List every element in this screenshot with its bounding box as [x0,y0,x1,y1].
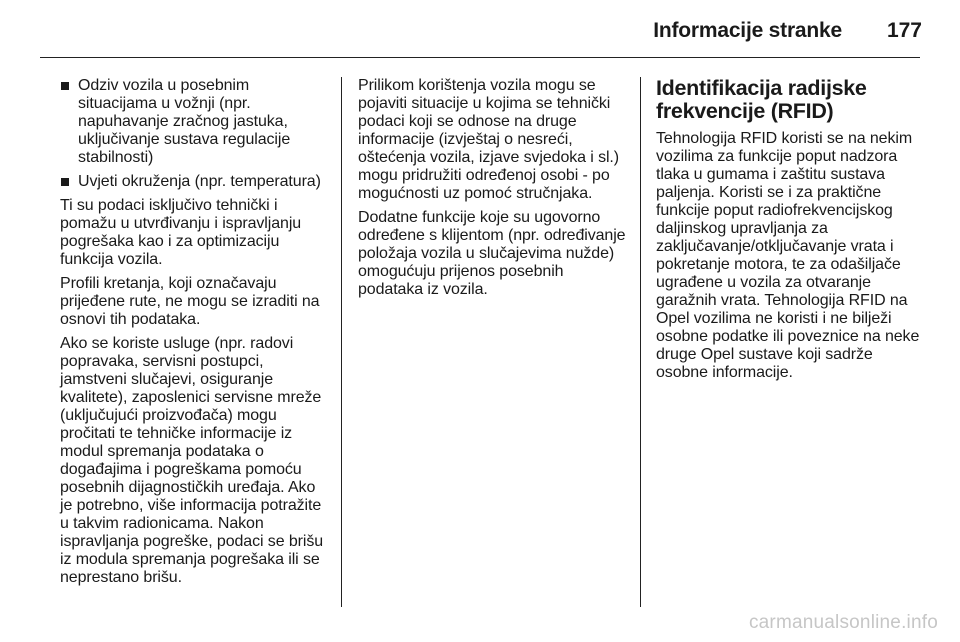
square-bullet-icon [61,82,69,90]
body-paragraph: Profili kretanja, koji označavaju prijeđene rute, ne mogu se izraditi na osnovi tih podataka. [60,275,320,328]
bullet-item [60,77,330,167]
page-number: 177 [886,19,922,42]
text-column-3 [656,77,924,388]
header-divider [40,57,920,58]
bullet-item [60,173,330,191]
text-column-1 [60,77,330,593]
body-paragraph: Prilikom korištenja vozila mogu se pojaviti situacije u kojima se tehnički podaci koji se odnose na druge informacije (izvještaj o nesreći, oštećenja vozila, izjave svjedoka i sl.) mogu pridružiti određenoj osobi - po mogućnosti uz pomoć stručnjaka. [358,77,620,202]
body-paragraph: Ako se koriste usluge (npr. radovi popravaka, servisni postupci, jamstveni slučajevi, osiguranje kvalitete), zaposlenici servisne mreže (uključujući proizvođača) mogu pročitati te tehničke informacije iz modul spremanja podataka o događajima i pogreškama pomoću posebnih dijagnostičkih uređaja. Ako je potrebno, više informacija potražite u takvim radionicama. Nakon ispravljanja pogreške, podaci se brišu iz modula spremanja pogrešaka ili se neprestano brišu. [60,335,324,586]
bullet-text: Uvjeti okruženja (npr. temperatura) [78,173,321,190]
body-paragraph: Tehnologija RFID koristi se na nekim vozilima za funkcije poput nadzora tlaka u gumama i zaštitu sustava paljenja. Koristi se i za praktične funkcije poput radiofrekvencijskog daljinskog upravljanja za zaključavanje/otključavanje vrata i pokretanje motora, te za odašiljače ugrađene u vozila za otvaranje garažnih vrata. Tehnologija RFID na Opel vozilima ne koristi i ne bilježi osobne podatke ili poveznice na neke druge Opel sustave koji sadrže osobne informacije. [656,130,920,381]
watermark: carmanualsonline.info [748,612,938,633]
square-bullet-icon [61,178,69,186]
column-divider-2 [640,77,641,607]
bullet-text: Odziv vozila u posebnim situacijama u vožnji (npr. napuhavanje zračnog jastuka, uključivanje sustava regulacije stabilnosti) [78,77,291,166]
text-column-2 [358,77,626,305]
body-paragraph: Dodatne funkcije koje su ugovorno određene s klijentom (npr. određivanje položaja vozila u slučajevima nužde) omogućuju prijenos posebnih podataka iz vozila. [358,209,626,298]
page-header [0,0,960,60]
section-heading: Identifikacija radijske frekvencije (RFID) [656,76,867,123]
page-title: Informacije stranke [653,19,842,42]
body-paragraph: Ti su podaci isključivo tehnički i pomažu u utvrđivanju i ispravljanju pogrešaka kao i za optimizaciju funkcija vozila. [60,197,302,268]
column-divider-1 [341,77,342,607]
